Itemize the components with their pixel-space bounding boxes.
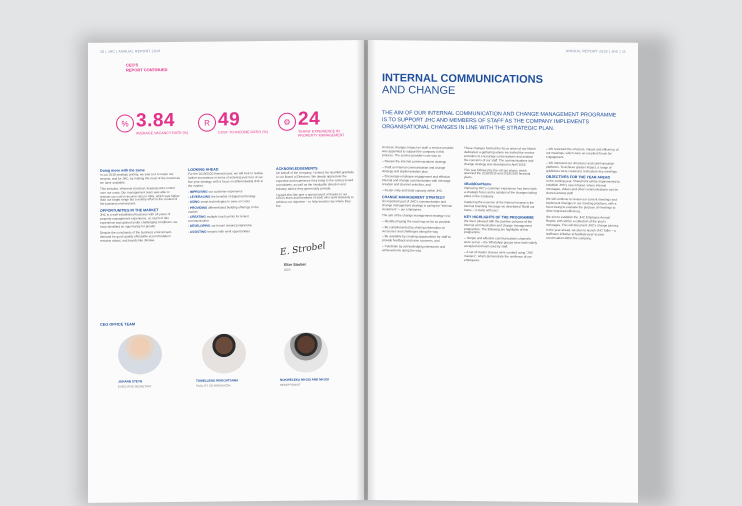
r-circle-icon: R [198, 114, 216, 132]
right-page [368, 40, 638, 503]
paragraph: – Review the internal communications strategy [382, 158, 446, 164]
column-heading: OPPORTUNITIES IN THE MARKET [100, 208, 159, 214]
right-running-head: ANNUAL REPORT 2019 | JHC | 11 [565, 49, 626, 54]
paragraph: – Encourage employee engagement and effective internal and change communication with message creation and channel selection, and [382, 174, 451, 187]
left-column-2 [188, 167, 268, 236]
right-column-1 [382, 146, 456, 256]
signatory-role: CEO [284, 267, 291, 272]
bullet-text: smart technologies to save on costs [200, 199, 250, 205]
paragraph: We aim to establish the JHC Employee Annual Report, with will be a collection of the year's messages. This will document JHC's change journey. [546, 214, 619, 228]
bullet-text: differentiated building offerings to the market [188, 204, 259, 214]
paragraph: – Celebrate by acknowledging milestones and achievements along the way. [382, 244, 446, 253]
paragraph: In the year ahead, we plan to launch JHC Talks – a staffroom initiative to facilitate peer-to-peer conversation within the company. [546, 228, 616, 241]
section-title [126, 62, 168, 72]
list-item: › DEVELOPING our tenant reward programme [188, 223, 252, 229]
column-heading: Doing more with the same [100, 168, 145, 173]
paragraph: – Draft an internal communication and change strategy and implementation plan [382, 164, 446, 174]
list-item: › PROVIDING differentiated building offerings to the market [188, 204, 259, 214]
person-name: TUMELLENG MOKOATSANA [196, 378, 239, 383]
paragraph: – Be available by creating opportunities for staff to provide feedback and raise concerns, and [382, 234, 451, 244]
list-item: › ASSISTING tenants with work opportunities [188, 229, 250, 234]
right-column-3 [546, 148, 620, 244]
bullet-lead: CREATING [189, 214, 206, 219]
stat-value: 49 [218, 109, 241, 131]
bullet-text: our tenant reward programme [211, 223, 252, 229]
signatory-name: Elize Strobel [284, 262, 306, 267]
list-item: › LEVERAGING the benefits of digital technology [188, 194, 256, 199]
paragraph: In our 2019 strategic priority, we saw to it to retain our tenants, and for JHC, by making the most of the resources we have available. [100, 171, 180, 185]
person-role: EXECUTIVE SECRETARY [118, 384, 152, 389]
list-item: › CREATING multiple touch points for tenant communication [188, 214, 249, 223]
list-item: › IMPROVING our customer experience [188, 188, 243, 194]
paragraph: On behalf of the company, I extend my heartfelt gratitude to our Board of Directors. We deeply appreciate the expertise and experience they bring to the various board committees, as well as the invaluable direction and industry advice they generously provide. [276, 170, 354, 191]
list-item: › USING smart technologies to save on costs [188, 199, 250, 205]
paragraph: An important part of JHC's communication and change management strategy is caring for "internal customers" – our employees. [382, 199, 452, 212]
paragraph: In the coming year, SharePoint will be implemented to establish JHC's new intranet, where internal messages, videos and other communications can be shared among staff. [546, 179, 620, 196]
section-title-line-1: CEO'S [126, 62, 139, 68]
bullet-lead: ASSISTING [189, 229, 207, 234]
paragraph: – We reviewed the structure, impact and efficiency of our meetings, which were an excellent forum for engagement. [546, 146, 619, 159]
column-heading: CHANGE MANAGEMENT STRATEGY [382, 195, 446, 200]
paragraph: This was followed by the roll-out phase, which spanned the 2018/2019 and 2019/2020 financial years. [464, 167, 531, 180]
avatar [284, 332, 328, 372]
column-heading: OBJECTIVES FOR THE YEAR AHEAD [546, 175, 611, 180]
page-title: INTERNAL COMMUNICATIONS [382, 72, 543, 86]
avatar [202, 333, 246, 373]
paragraph: – Foster unity and build capacity within JHC. [382, 188, 443, 193]
paragraph: As these changes impact on staff, a service provider was appointed to support the company in this process. The service provider's role was to: [382, 145, 454, 158]
column-heading: LOOKING AHEAD [188, 167, 219, 172]
paragraph: Improving JHC's customer experience has been both a strategic focus and a catalyst of the changes taking place in the company. [464, 186, 537, 199]
paragraph: This includes, wherever practical, keeping strict control over our costs. Our management team was able to restrain our cost-to-income ratio to 49%, which was higher than our target range but a worthy effort in the context of the business environment. [100, 185, 180, 207]
paragraph: Despite the constraints of the business environment, demand for good quality affordable accommodation remains robust, and brands like Jkmiwe. [100, 229, 172, 243]
paragraph: Capturing the essence of the internal revamp is the internal branding message we developed "Build our home – it starts with you". [464, 199, 535, 213]
lead-paragraph: THE AIM OF OUR INTERNAL COMMUNICATION AND CHANGE MANAGEMENT PROGRAMME IS TO SUPPORT JHC AND MEMBERS OF STAFF AS THE COMPANY IMPLEMENTS ORGANISATIONAL CHANGES IN LINE WITH THE STRATEGIC PLAN. [382, 110, 617, 132]
column-heading: ACKNOWLEDGEMENTS [276, 166, 318, 171]
stat-label: YEARS' EXPERIENCE IN PROPERTY MANAGEMENT [298, 129, 345, 138]
page-subtitle: AND CHANGE [382, 84, 456, 97]
bullet-lead: USING [189, 200, 200, 205]
paragraph: – Identify phasing the road map as far as possible [382, 218, 451, 224]
bullet-lead: IMPROVING [189, 189, 208, 194]
paragraph: We were pleased with the positive outcome of the internal communication and change management programme. The following are highlights of this programme: [464, 218, 533, 235]
bullet-text: our customer experience [208, 188, 243, 194]
person-name: JOHANN STEYN [118, 379, 143, 384]
paragraph: – Simple and effective communications channels were set up – the WhatsApp groups were both widely accepted and well used by staff. [464, 236, 538, 249]
paragraph: – We improved our structures and communication platforms. To achieve greater impact, a range of guidelines were created to restructure key meetings. [546, 160, 618, 174]
paragraph: JHC is a well-established business with 24 years of property management experience, so much of this experience was gained under challenging conditions, we have identified an opportunity for growth. [100, 212, 178, 229]
person-name: NOKWELEKA NKOSI AND NKOSI [280, 377, 329, 382]
left-page [88, 40, 364, 503]
paragraph: These changes formed the focus areas of our March dedicated, a gathering where we invited the service providers to encourage conversations and analyse the concerns of our staff. The communications and change strategy was developed in April 2019. [464, 146, 536, 167]
paragraph: I would also like give a special word of thanks to our CEO's team and members of staff, who work tirelessly to achieve our objective – to help tenants rise where they live. [276, 191, 354, 209]
signature: E. Strobel [279, 241, 327, 259]
paragraph: – A set of master classes were created using "JHC masters", which demonstrate the resilience of our employees. [464, 250, 534, 263]
paragraph: For the 2019/2020 financial year, we will look to realise further innovations in terms of entering year four of our five year strategy, with a focus on differentiating JHC in the market. [188, 171, 264, 188]
column-heading: KEY HIGHLIGHTS OF THE PROGRAMME [464, 214, 534, 220]
magnifier-percent-icon: % [116, 114, 134, 132]
bullet-lead: DEVELOPING [189, 224, 211, 229]
book-gutter [356, 40, 376, 500]
person-role: RECEPTIONIST [280, 382, 301, 387]
bullet-text: tenants with work opportunities [207, 229, 250, 234]
bullet-lead: PROVIDING [189, 205, 208, 210]
section-title-line-2: REPORT CONTINUED [126, 67, 168, 73]
paragraph: – Be complemented by sharing information on successes and challenges along the way [382, 224, 446, 234]
bullet-text: multiple touch points for tenant communication [188, 214, 249, 223]
left-running-head: 10 | JHC | ANNUAL REPORT 2019 [100, 49, 161, 54]
avatar [118, 334, 162, 374]
stat-label: AVERAGE VACANCY RATE (%) [136, 130, 189, 136]
stat-value: 24 [298, 108, 321, 130]
right-column-2 [464, 147, 538, 266]
left-column-3 [276, 166, 354, 211]
gear-building-icon: ⚙ [278, 113, 296, 131]
column-heading: #BuildOurHome [464, 182, 492, 187]
bullet-lead: LEVERAGING [189, 194, 211, 199]
bullet-text: the benefits of digital technology [211, 194, 256, 199]
stat-label: COST-TO-INCOME RATIO (%) [218, 130, 268, 135]
person-role: FACILITY CO-ORDINATOR [196, 383, 231, 388]
paragraph: The aim of the change management strategy is to: [382, 212, 451, 218]
office-team-title: CEO OFFICE TEAM [100, 322, 136, 327]
paragraph: We will continue to review our current meetings and implement changes in our meeting practices, with a focus being to evaluate the purpose of meetings to drive improved efficiency. [546, 196, 617, 214]
left-column-1 [100, 168, 180, 245]
stat-value: 3.84 [136, 109, 175, 132]
